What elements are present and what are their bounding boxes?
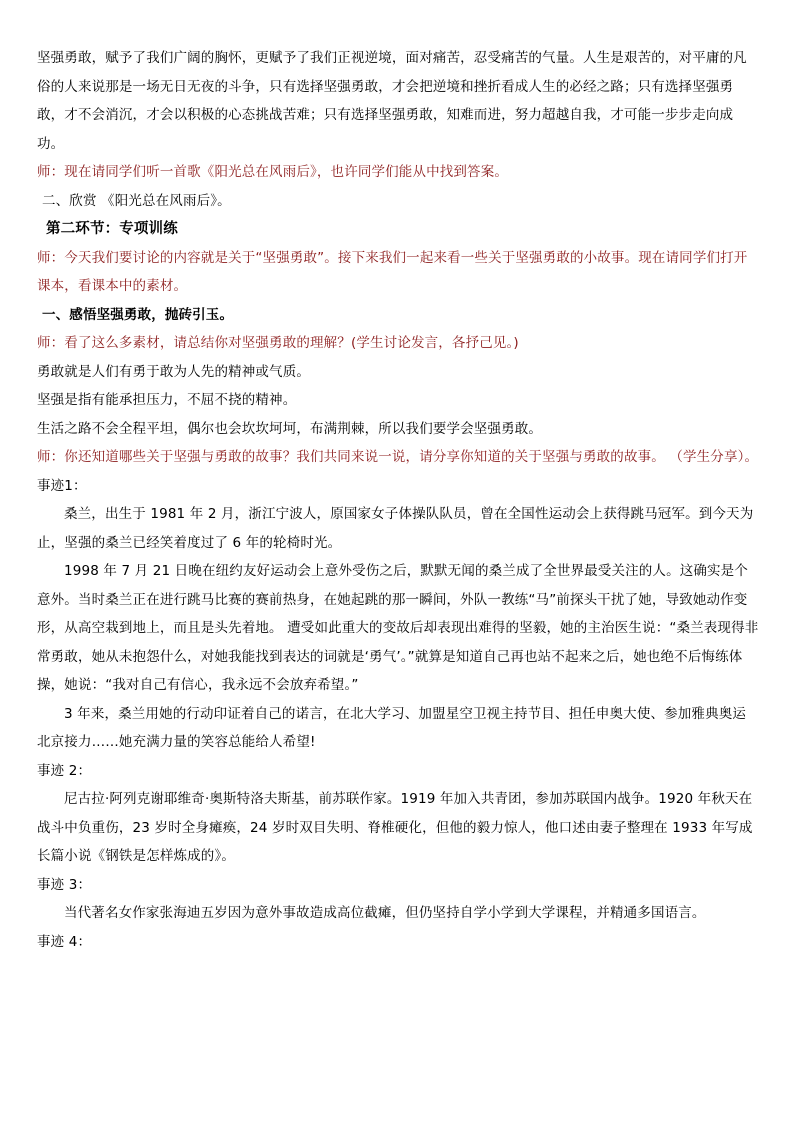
document-page	[37, 44, 759, 956]
teacher-question-2: 师：你还知道哪些关于坚强与勇敢的故事？我们共同来说一说，请分享你知道的关于坚强与勇敢的故事。 （学生分享）。	[37, 449, 759, 465]
story-4-label: 事迹 4：	[37, 933, 92, 950]
story-1-paragraph-2: 1998 年 7 月 21 日晚在纽约友好运动会上意外受伤之后，默默无闻的桑兰成了全世界最受关注的人。这确实是个意外。当时桑兰正在进行跳马比赛的赛前热身，在她起跳的那一瞬间，外队一教练“马”前探头干扰了她，导致她动作变形，从高空栽到地上，而且是头先着地。 遭受如此重大的变故后却表现出难得的坚毅，她的主治医生说：“桑兰表现得非常勇敢，她从未抱怨什么，对她我能找到表达的词就是‘勇气’。”就算是知道自己再也站不起来之后，她也绝不后悔练体操，她说：“我对自己有信心，我永远不会放弃希望。”	[37, 563, 759, 693]
part-two-title: 第二环节：专项训练	[46, 221, 178, 237]
intro-paragraph: 坚强勇敢，赋予了我们广阔的胸怀，更赋予了我们正视逆境，面对痛苦，忍受痛苦的气量。人生是艰苦的，对平庸的凡俗的人来说那是一场无日无夜的斗争，只有选择坚强勇敢，才会把逆境和挫折看成人生的必经之路；只有选择坚强勇敢，才不会消沉，才会以积极的心态挑战苦难；只有选择坚强勇敢，知难而进，努力超越自我，才可能一步步走向成功。	[37, 50, 747, 152]
section-two-heading: 二、欣赏 《阳光总在风雨后》。	[42, 192, 231, 209]
teacher-song-prompt: 师：现在请同学们听一首歌《阳光总在风雨后》，也许同学们能从中找到答案。	[37, 164, 508, 180]
teacher-question-1: 师：看了这么多素材，请总结你对坚强勇敢的理解？(学生讨论发言，各抒己见。)	[37, 335, 519, 351]
story-1-paragraph-3: 3 年来，桑兰用她的行动印证着自己的诺言，在北大学习、加盟星空卫视主持节目、担任申奥大使、参加雅典奥运北京接力……她充满力量的笑容总能给人希望!	[37, 705, 747, 750]
story-3-label: 事迹 3：	[37, 876, 92, 893]
teacher-intro: 师：今天我们要讨论的内容就是关于“坚强勇敢”。接下来我们一起来看一些关于坚强勇敢的小故事。现在请同学们打开课本，看课本中的素材。	[37, 249, 748, 294]
story-2-label: 事迹 2：	[37, 762, 92, 779]
answer-1: 勇敢就是人们有勇于敢为人先的精神或气质。	[37, 363, 310, 380]
answer-2: 坚强是指有能承担压力，不屈不挠的精神。	[37, 392, 297, 408]
answer-3: 生活之路不会全程平坦，偶尔也会坎坎坷坷，布满荆棘，所以我们要学会坚强勇敢。	[37, 420, 543, 437]
story-1-label: 事迹1：	[37, 477, 87, 494]
story-3-paragraph: 当代著名女作家张海迪五岁因为意外事故造成高位截瘫，但仍坚持自学小学到大学课程，并精通多国语言。	[64, 905, 706, 921]
story-2-paragraph: 尼古拉·阿列克谢耶维奇·奥斯特洛夫斯基，前苏联作家。1919 年加入共青团，参加苏联国内战争。1920 年秋天在战斗中负重伤，23 岁时全身瘫痪，24 岁时双目失明、脊椎硬化，但他的毅力惊人，他口述由妻子整理在 1933 年写成长篇小说《钢铁是怎样炼成的》。	[37, 791, 753, 864]
story-1-paragraph-1: 桑兰，出生于 1981 年 2 月，浙江宁波人，原国家女子体操队队员，曾在全国性运动会上获得跳马冠军。到今天为止，坚强的桑兰已经笑着度过了 6 年的轮椅时光。	[37, 506, 754, 551]
section-one-heading: 一、感悟坚强勇敢，抛砖引玉。	[42, 306, 234, 323]
